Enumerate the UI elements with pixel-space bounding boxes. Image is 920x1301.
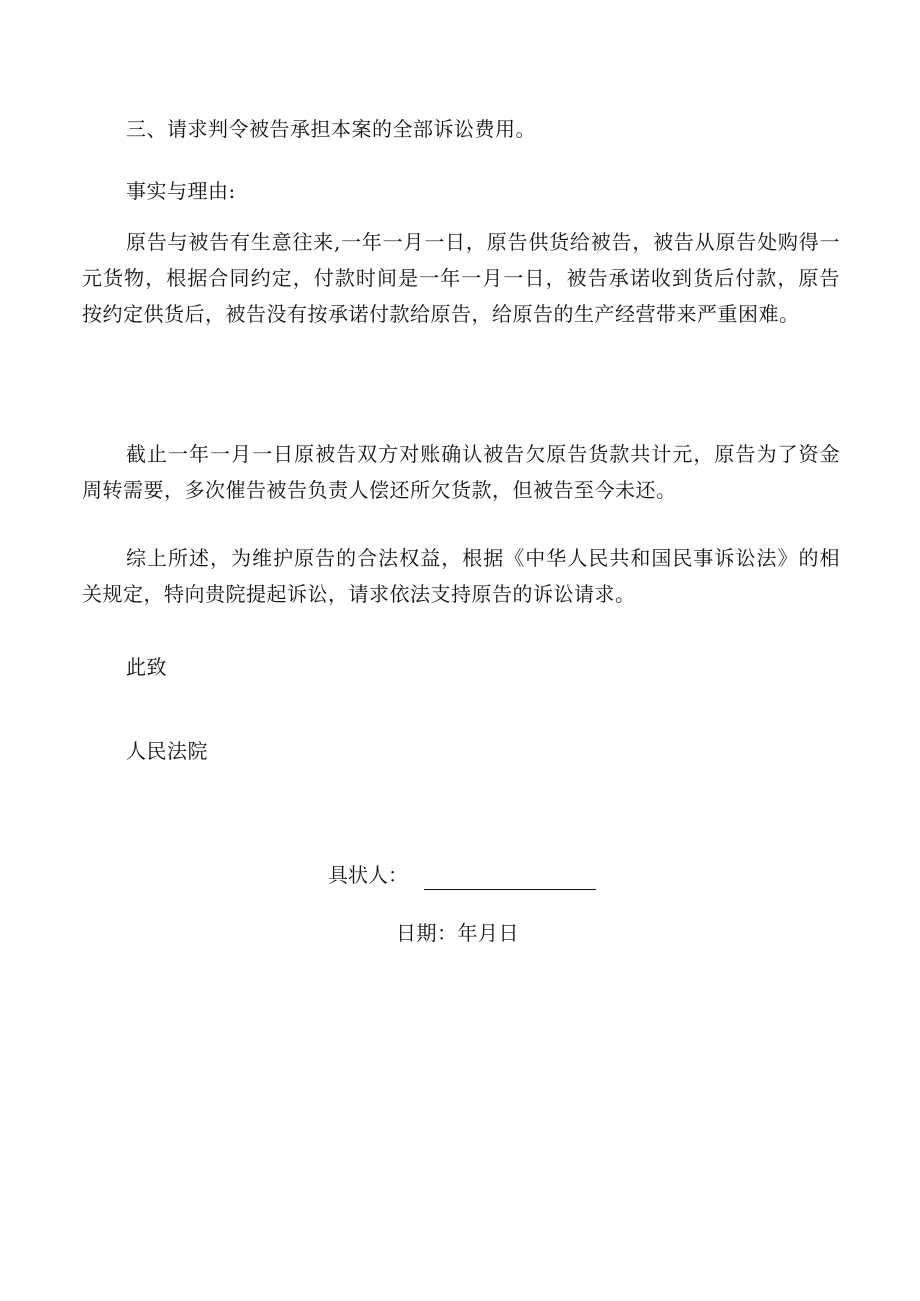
court-name: 人民法院 <box>126 739 208 763</box>
signature-row <box>328 860 596 890</box>
facts-heading: 事实与理由: <box>126 179 236 203</box>
facts-paragraph-1: 原告与被告有生意往来,一年一月一日，原告供货给被告，被告从原告处购得一元货物，根据合同约定，付款时间是一年一月一日，被告承诺收到货后付款，原告按约定供货后，被告没有按承诺付款给原告，给原告的生产经营带来严重困难。 <box>82 230 840 326</box>
signature-label: 具状人： <box>328 863 408 887</box>
conclusion-paragraph: 综上所述，为维护原告的合法权益，根据《中华人民共和国民事诉讼法》的相关规定，特向贵院提起诉讼，请求依法支持原告的诉讼请求。 <box>82 546 840 606</box>
date-label: 日期：年月日 <box>396 921 519 945</box>
salutation: 此致 <box>126 655 167 679</box>
signature-line <box>424 867 596 890</box>
request-item-three: 三、请求判令被告承担本案的全部诉讼费用。 <box>126 117 536 141</box>
facts-paragraph-2: 截止一年一月一日原被告双方对账确认被告欠原告货款共计元，原告为了资金周转需要，多次催告被告负责人偿还所欠货款，但被告至今未还。 <box>82 442 840 502</box>
